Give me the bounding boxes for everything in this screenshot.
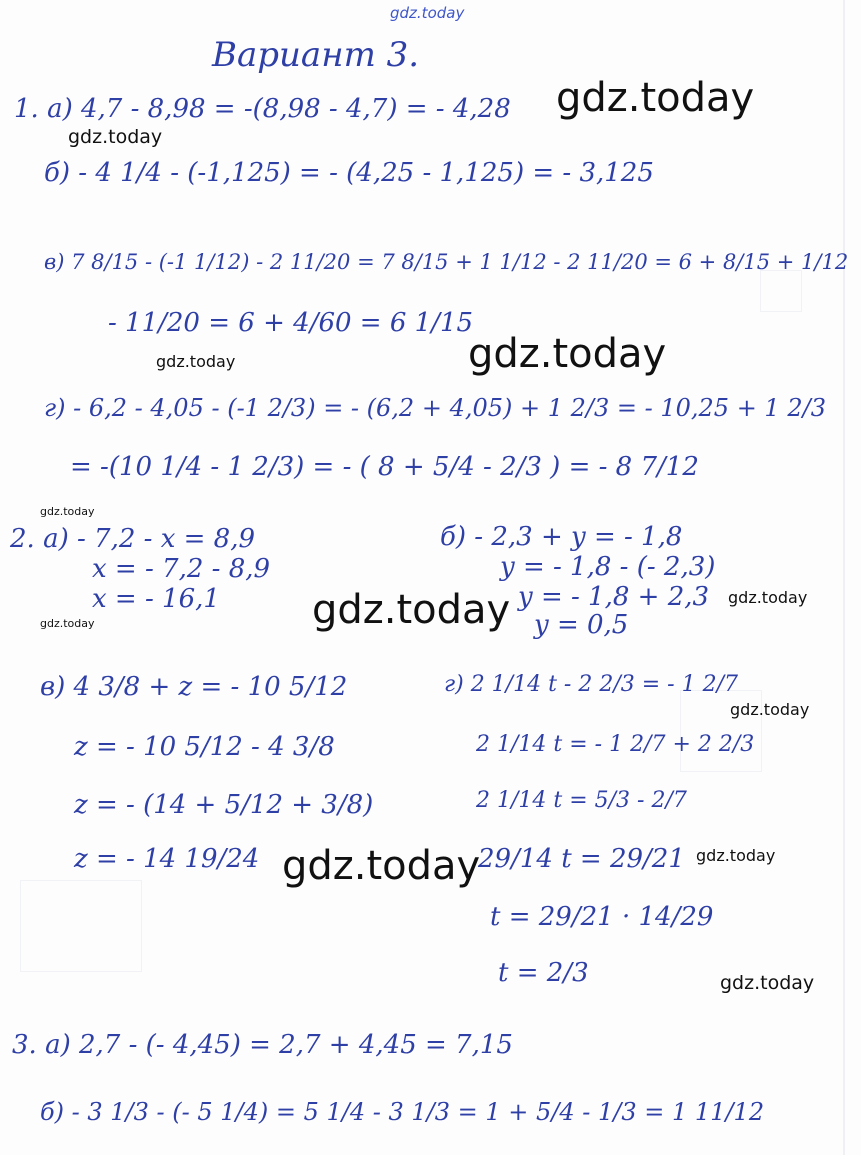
solution-line: z = - 10 5/12 - 4 3/8 xyxy=(74,732,335,762)
watermark: gdz.today xyxy=(40,505,95,518)
watermark: gdz.today xyxy=(156,352,236,371)
solution-line: 2 1/14 t = - 1 2/7 + 2 2/3 xyxy=(476,732,755,757)
watermark: gdz.today xyxy=(282,843,481,889)
watermark: gdz.today xyxy=(696,846,776,865)
margin-line xyxy=(843,0,845,1155)
solution-line: 1. а) 4,7 - 8,98 = -(8,98 - 4,7) = - 4,28 xyxy=(14,94,511,124)
solution-line: y = 0,5 xyxy=(534,610,629,640)
watermark: gdz.today xyxy=(312,587,511,633)
solution-line: 29/14 t = 29/21 xyxy=(478,844,685,874)
solution-line: 2. а) - 7,2 - x = 8,9 xyxy=(10,524,256,554)
solution-line: г) 2 1/14 t - 2 2/3 = - 1 2/7 xyxy=(444,672,738,697)
solution-line: y = - 1,8 - (- 2,3) xyxy=(500,552,716,582)
solution-line: в) 7 8/15 - (-1 1/12) - 2 11/20 = 7 8/15 + 1 1/12 - 2 11/20 = 6 + 8/15 + 1/12 xyxy=(44,250,849,274)
faint-grid xyxy=(760,270,802,312)
solution-line: - 11/20 = 6 + 4/60 = 6 1/15 xyxy=(108,308,474,338)
solution-line: в) 4 3/8 + z = - 10 5/12 xyxy=(40,672,348,702)
solution-line: = -(10 1/4 - 1 2/3) = - ( 8 + 5/4 - 2/3 ) = - 8 7/12 xyxy=(70,452,699,482)
solution-line: t = 29/21 · 14/29 xyxy=(490,902,714,932)
solution-line: z = - (14 + 5/12 + 3/8) xyxy=(74,790,374,820)
solution-line: б) - 4 1/4 - (-1,125) = - (4,25 - 1,125) = - 3,125 xyxy=(44,158,654,188)
page-title: Вариант 3. xyxy=(212,35,420,75)
solution-line: y = - 1,8 + 2,3 xyxy=(518,582,710,612)
faint-grid xyxy=(20,880,142,972)
watermark: gdz.today xyxy=(468,331,667,377)
watermark: gdz.today xyxy=(730,700,810,719)
watermark: gdz.today xyxy=(720,972,815,994)
solution-line: z = - 14 19/24 xyxy=(74,844,260,874)
solution-line: 3. а) 2,7 - (- 4,45) = 2,7 + 4,45 = 7,15 xyxy=(12,1030,513,1060)
solution-line: x = - 7,2 - 8,9 xyxy=(92,554,271,584)
watermark-top: gdz.today xyxy=(390,4,465,22)
solution-line: x = - 16,1 xyxy=(92,584,220,614)
solution-line: б) - 2,3 + y = - 1,8 xyxy=(440,522,683,552)
watermark: gdz.today xyxy=(68,126,163,148)
solution-line: г) - 6,2 - 4,05 - (-1 2/3) = - (6,2 + 4,05) + 1 2/3 = - 10,25 + 1 2/3 xyxy=(44,394,826,422)
watermark: gdz.today xyxy=(728,588,808,607)
solution-line: t = 2/3 xyxy=(498,958,589,988)
solution-line: 2 1/14 t = 5/3 - 2/7 xyxy=(476,788,687,813)
watermark: gdz.today xyxy=(40,617,95,630)
watermark: gdz.today xyxy=(556,75,755,121)
solution-line: б) - 3 1/3 - (- 5 1/4) = 5 1/4 - 3 1/3 = 1 + 5/4 - 1/3 = 1 11/12 xyxy=(40,1098,765,1126)
